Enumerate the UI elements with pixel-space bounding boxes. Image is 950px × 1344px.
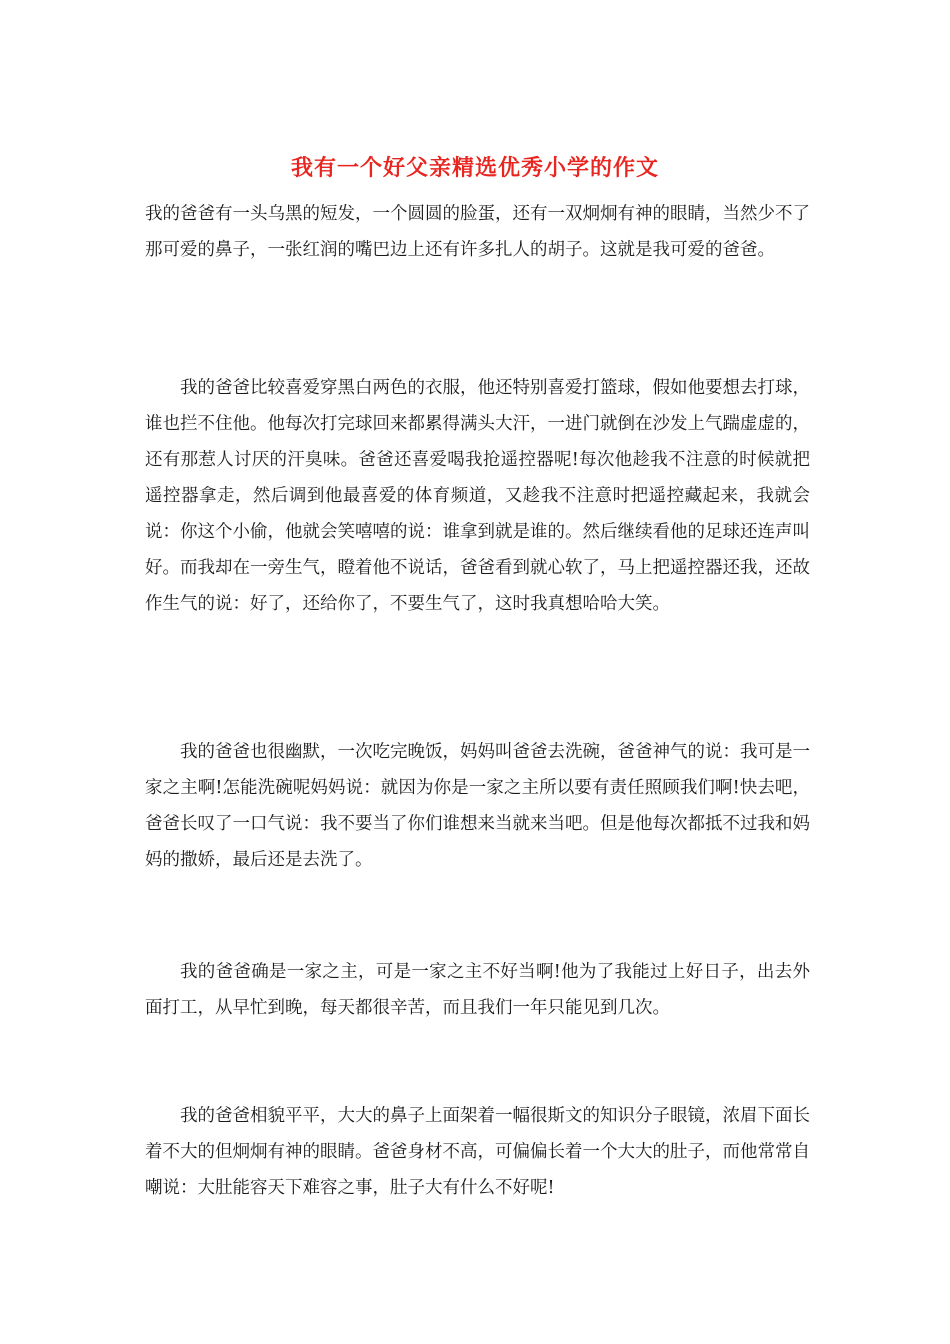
paragraph-2: 我的爸爸比较喜爱穿黑白两色的衣服，他还特别喜爱打篮球，假如他要想去打球，谁也拦不住他。他每次打完球回来都累得满头大汗，一进门就倒在沙发上气踹虚虚的，还有那惹人讨厌的汗臭味。爸爸还喜爱喝我抢遥控器呢!每次他趁我不注意的时候就把遥控器拿走，然后调到他最喜爱的体育频道，又趁我不注意时把遥控藏起来，我就会说：你这个小偷，他就会笑嘻嘻的说：谁拿到就是谁的。然后继续看他的足球还连声叫好。而我却在一旁生气，瞪着他不说话，爸爸看到就心软了，马上把遥控器还我，还故作生气的说：好了，还给你了，不要生气了，这时我真想哈哈大笑。 bbox=[145, 378, 810, 614]
paragraph-5: 我的爸爸相貌平平，大大的鼻子上面架着一幅很斯文的知识分子眼镜，浓眉下面长着不大的但炯炯有神的眼睛。爸爸身材不高，可偏偏长着一个大大的肚子，而他常常自嘲说：大肚能容天下难容之事，肚子大有什么不好呢! bbox=[145, 1106, 810, 1198]
paragraph-1: 我的爸爸有一头乌黑的短发，一个圆圆的脸蛋，还有一双炯炯有神的眼睛，当然少不了那可爱的鼻子，一张红润的嘴巴边上还有许多扎人的胡子。这就是我可爱的爸爸。 bbox=[145, 204, 810, 260]
paragraph-3: 我的爸爸也很幽默，一次吃完晚饭，妈妈叫爸爸去洗碗，爸爸神气的说：我可是一家之主啊!怎能洗碗呢妈妈说：就因为你是一家之主所以要有责任照顾我们啊!快去吧，爸爸长叹了一口气说：我不要当了你们谁想来当就来当吧。但是他每次都抵不过我和妈妈的撒娇，最后还是去洗了。 bbox=[145, 742, 810, 870]
document-title: 我有一个好父亲精选优秀小学的作文 bbox=[290, 155, 659, 181]
paragraph-4: 我的爸爸确是一家之主，可是一家之主不好当啊!他为了我能过上好日子，出去外面打工，从早忙到晚，每天都很辛苦，而且我们一年只能见到几次。 bbox=[145, 962, 810, 1018]
